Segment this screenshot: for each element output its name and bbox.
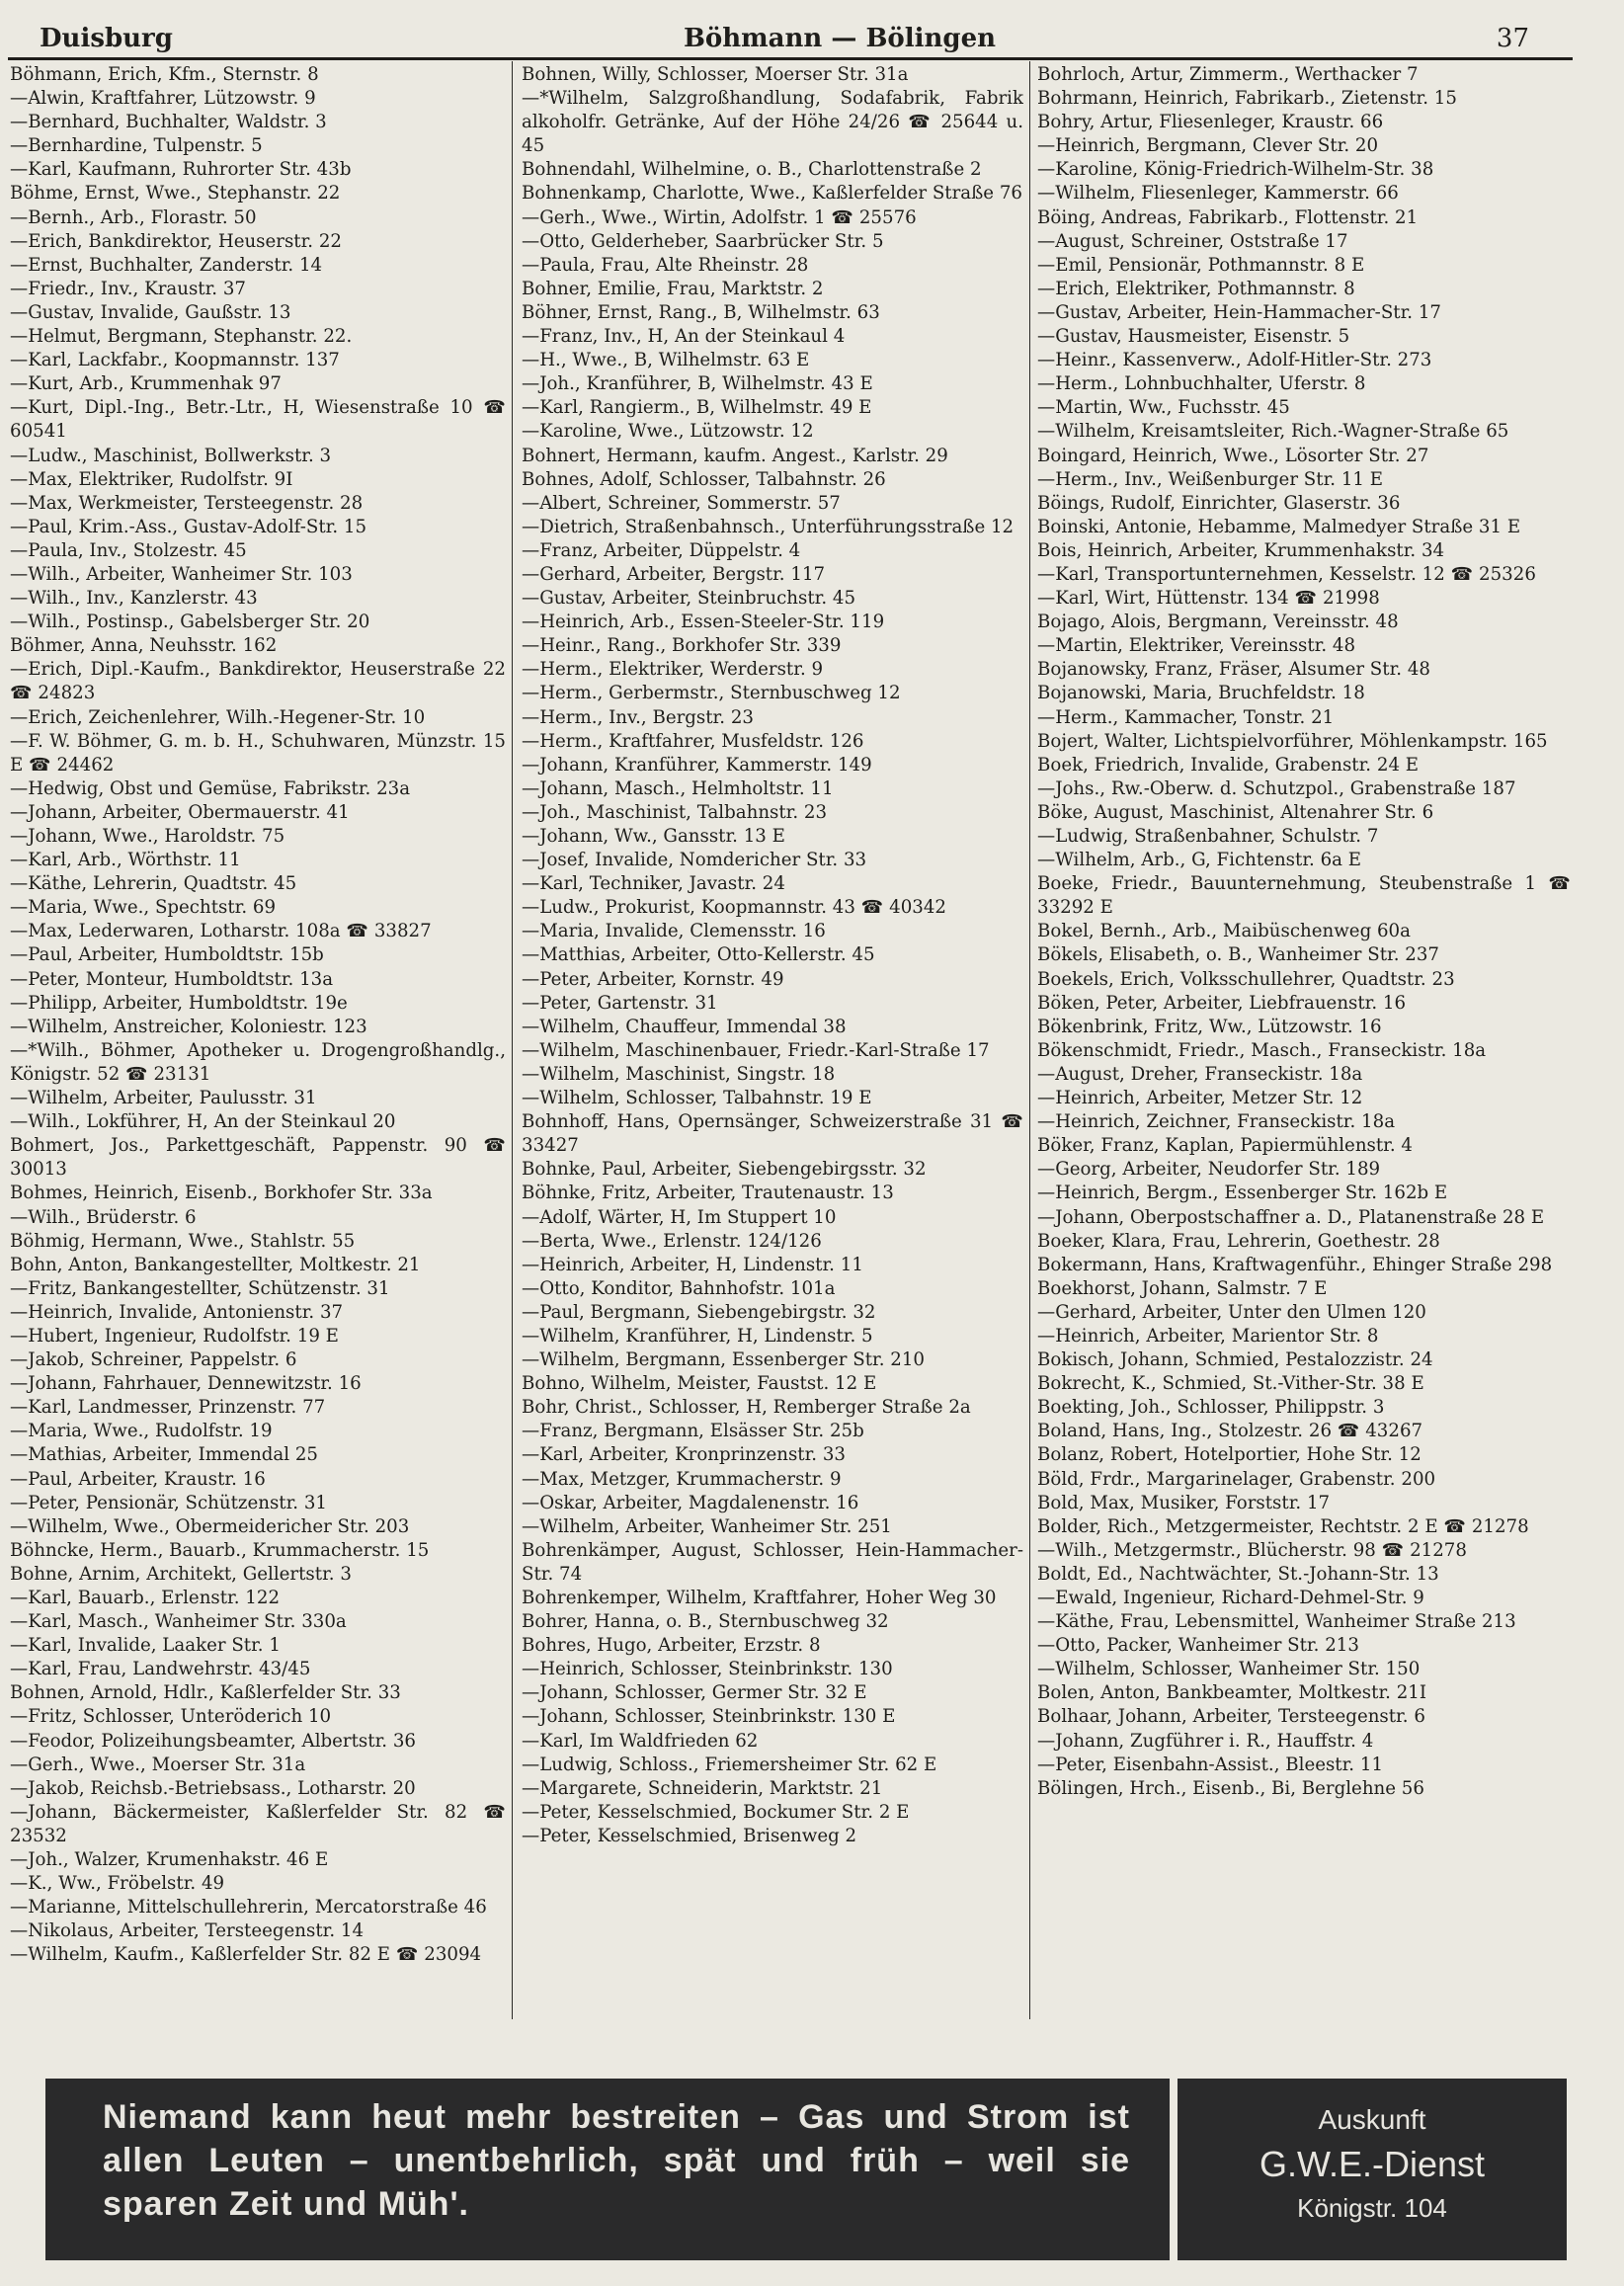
- directory-entry: Boekels, Erich, Volksschullehrer, Quadtstr. 23: [1037, 968, 1455, 990]
- directory-entry: —Gustav, Invalide, Gaußstr. 13: [10, 301, 291, 323]
- directory-entry: —Wilh., Inv., Kanzlerstr. 43: [10, 588, 258, 610]
- directory-entry: —Herm., Kammacher, Tonstr. 21: [1037, 706, 1335, 728]
- directory-entry: —Wilhelm, Fliesenleger, Kammerstr. 66: [1037, 183, 1399, 204]
- directory-entry: —Gustav, Arbeiter, Hein-Hammacher-Str. 17: [1037, 301, 1441, 323]
- directory-entry: —Paul, Krim.-Ass., Gustav-Adolf-Str. 15: [10, 516, 367, 537]
- directory-entry: Boekting, Joh., Schlosser, Philippstr. 3: [1037, 1397, 1385, 1419]
- directory-entry: Bökels, Elisabeth, o. B., Wanheimer Str. 237: [1037, 944, 1439, 966]
- directory-entry: —Johann, Wwe., Haroldstr. 75: [10, 826, 285, 847]
- directory-entry: —*Wilh., Böhmer, Apotheker u. Drogengroßhandlg., Königstr. 52 ☎ 23131: [10, 1039, 506, 1085]
- directory-entry: —Heinrich, Schlosser, Steinbrinkstr. 130: [522, 1659, 893, 1680]
- directory-entry: Böld, Frdr., Margarinelager, Grabenstr. 200: [1037, 1468, 1436, 1490]
- directory-entry: —Nikolaus, Arbeiter, Tersteegenstr. 14: [10, 1920, 365, 1942]
- directory-entry: Boek, Friedrich, Invalide, Grabenstr. 24 E: [1037, 754, 1420, 776]
- directory-entry: —Herm., Kraftfahrer, Musfeldstr. 126: [522, 730, 864, 752]
- directory-entry: —Johann, Schlosser, Steinbrinkstr. 130 E: [522, 1706, 896, 1728]
- directory-entry: Bohrenkämper, August, Schlosser, Hein-Hammacher-Str. 74: [522, 1539, 1023, 1585]
- directory-entry: Boeke, Friedr., Bauunternehmung, Steubenstraße 1 ☎ 33292 E: [1037, 873, 1571, 919]
- directory-entry: —*Wilhelm, Salzgroßhandlung, Sodafabrik, Fabrik alkoholfr. Getränke, Auf der Höhe 24/26 ☎ 25644 u. 45: [522, 88, 1023, 157]
- directory-entry: Bohres, Hugo, Arbeiter, Erzstr. 8: [522, 1635, 821, 1657]
- directory-entry: Bohnen, Arnold, Hdlr., Kaßlerfelder Str. 33: [10, 1682, 401, 1704]
- directory-entry: —H., Wwe., B, Wilhelmstr. 63 E: [522, 350, 810, 371]
- directory-entry: —Karl, Im Waldfrieden 62: [522, 1730, 759, 1752]
- directory-entry: Böing, Andreas, Fabrikarb., Flottenstr. 21: [1037, 206, 1419, 228]
- directory-entry: Boeker, Klara, Frau, Lehrerin, Goethestr. 28: [1037, 1230, 1440, 1252]
- directory-entry: —Bernh., Arb., Florastr. 50: [10, 206, 257, 228]
- directory-entry: —Karoline, Wwe., Lützowstr. 12: [522, 421, 814, 443]
- directory-entry: Bohmes, Heinrich, Eisenb., Borkhofer Str. 33a: [10, 1183, 433, 1204]
- directory-entry: —Käthe, Frau, Lebensmittel, Wanheimer Straße 213: [1037, 1611, 1516, 1633]
- directory-entry: —Kurt, Dipl.-Ing., Betr.-Ltr., H, Wiesenstraße 10 ☎ 60541: [10, 397, 506, 443]
- directory-entry: —Peter, Eisenbahn-Assist., Bleestr. 11: [1037, 1754, 1384, 1775]
- directory-entry: —Johann, Zugführer i. R., Hauffstr. 4: [1037, 1730, 1374, 1752]
- directory-entry: —Wilhelm, Kreisamtsleiter, Rich.-Wagner-Straße 65: [1037, 421, 1509, 443]
- directory-entry: Böhncke, Herm., Bauarb., Krummacherstr. 15: [10, 1539, 430, 1561]
- directory-entry: —Bernhardine, Tulpenstr. 5: [10, 135, 263, 157]
- directory-entry: —Heinrich, Zeichner, Franseckistr. 18a: [1037, 1111, 1396, 1133]
- directory-entry: Bohnert, Hermann, kaufm. Angest., Karlstr. 29: [522, 445, 948, 466]
- directory-entry: —Adolf, Wärter, H, Im Stuppert 10: [522, 1206, 837, 1228]
- directory-entry: Bojanowsky, Franz, Fräser, Alsumer Str. 48: [1037, 659, 1430, 681]
- directory-column-3: [1037, 63, 1571, 2019]
- directory-entry: —Helmut, Bergmann, Stephanstr. 22.: [10, 326, 353, 348]
- advertisement-info-address: Königstr. 104: [1297, 2193, 1447, 2223]
- directory-entry: —Johann, Ww., Gansstr. 13 E: [522, 826, 785, 847]
- directory-entry: —Otto, Gelderheber, Saarbrücker Str. 5: [522, 230, 884, 252]
- directory-entry: —Paula, Inv., Stolzestr. 45: [10, 539, 247, 561]
- directory-entry: —Herm., Inv., Bergstr. 23: [522, 706, 754, 728]
- directory-entry: —Wilhelm, Chauffeur, Immendal 38: [522, 1016, 847, 1037]
- directory-entry: —F. W. Böhmer, G. m. b. H., Schuhwaren, Münzstr. 15 E ☎ 24462: [10, 730, 506, 776]
- column-divider: [1029, 61, 1030, 2019]
- directory-entry: Bojago, Alois, Bergmann, Vereinsstr. 48: [1037, 612, 1399, 633]
- directory-entry: —Heinr., Kassenverw., Adolf-Hitler-Str. 273: [1037, 350, 1432, 371]
- directory-entry: Böken, Peter, Arbeiter, Liebfrauenstr. 16: [1037, 992, 1407, 1014]
- directory-entry: —Karoline, König-Friedrich-Wilhelm-Str. 38: [1037, 159, 1434, 181]
- directory-entry: Böker, Franz, Kaplan, Papiermühlenstr. 4: [1037, 1135, 1413, 1157]
- directory-entry: Bolder, Rich., Metzgermeister, Rechtstr. 2 E ☎ 21278: [1037, 1515, 1529, 1537]
- directory-entry: —Karl, Kaufmann, Ruhrorter Str. 43b: [10, 159, 352, 181]
- directory-entry: —Hedwig, Obst und Gemüse, Fabrikstr. 23a: [10, 777, 411, 799]
- directory-entry: —Joh., Kranführer, B, Wilhelmstr. 43 E: [522, 373, 873, 395]
- directory-entry: —Herm., Lohnbuchhalter, Uferstr. 8: [1037, 373, 1366, 395]
- directory-entry: —Wilhelm, Maschinist, Singstr. 18: [522, 1063, 836, 1085]
- directory-entry: —Erich, Bankdirektor, Heuserstr. 22: [10, 230, 343, 252]
- directory-entry: —Maria, Wwe., Rudolfstr. 19: [10, 1421, 273, 1442]
- directory-entry: —Bernhard, Buchhalter, Waldstr. 3: [10, 112, 327, 133]
- directory-entry: —Margarete, Schneiderin, Marktstr. 21: [522, 1777, 883, 1799]
- directory-entry: —Ewald, Ingenieur, Richard-Dehmel-Str. 9: [1037, 1588, 1424, 1608]
- directory-entry: Bohno, Wilhelm, Meister, Faustst. 12 E: [522, 1373, 877, 1395]
- directory-entry: —Herm., Elektriker, Werderstr. 9: [522, 659, 824, 681]
- directory-entry: Bohnendahl, Wilhelmine, o. B., Charlottenstraße 2: [522, 159, 982, 181]
- directory-entry: Bökenschmidt, Friedr., Masch., Franseckistr. 18a: [1037, 1039, 1487, 1061]
- directory-entry: —Wilhelm, Schlosser, Talbahnstr. 19 E: [522, 1088, 872, 1109]
- directory-entry: —Berta, Wwe., Erlenstr. 124/126: [522, 1230, 822, 1252]
- directory-entry: —Wilhelm, Maschinenbauer, Friedr.-Karl-Straße 17: [522, 1039, 990, 1061]
- directory-entry: —Peter, Kesselschmied, Bockumer Str. 2 E: [522, 1801, 910, 1823]
- directory-entry: —Matthias, Arbeiter, Otto-Kellerstr. 45: [522, 944, 875, 966]
- directory-entry: —Karl, Landmesser, Prinzenstr. 77: [10, 1397, 326, 1419]
- directory-entry: —Heinrich, Arbeiter, H, Lindenstr. 11: [522, 1254, 863, 1275]
- directory-entry: —Wilhelm, Anstreicher, Koloniestr. 123: [10, 1016, 367, 1037]
- directory-entry: —August, Dreher, Franseckistr. 18a: [1037, 1063, 1363, 1085]
- directory-entry: —Kurt, Arb., Krummenhak 97: [10, 373, 282, 395]
- directory-entry: —Hubert, Ingenieur, Rudolfstr. 19 E: [10, 1325, 339, 1347]
- directory-entry: Bökenbrink, Fritz, Ww., Lützowstr. 16: [1037, 1016, 1382, 1037]
- directory-entry: —Ludwig, Straßenbahner, Schulstr. 7: [1037, 826, 1379, 847]
- directory-entry: Boland, Hans, Ing., Stolzestr. 26 ☎ 43267: [1037, 1421, 1423, 1442]
- page-number: 37: [1496, 24, 1529, 53]
- directory-entry: Bolanz, Robert, Hotelportier, Hohe Str. 12: [1037, 1444, 1421, 1466]
- directory-entry: —Fritz, Schlosser, Unteröderich 10: [10, 1706, 332, 1728]
- directory-entry: —Heinrich, Arb., Essen-Steeler-Str. 119: [522, 612, 885, 633]
- directory-entry: —Max, Lederwaren, Lotharstr. 108a ☎ 33827: [10, 921, 432, 942]
- directory-entry: Bohnhoff, Hans, Opernsänger, Schweizerstraße 31 ☎ 33427: [522, 1111, 1023, 1157]
- directory-entry: —Paul, Bergmann, Siebengebirgstr. 32: [522, 1301, 876, 1323]
- directory-entry: —Ernst, Buchhalter, Zanderstr. 14: [10, 254, 323, 276]
- directory-entry: Boingard, Heinrich, Wwe., Lösorter Str. 27: [1037, 445, 1429, 466]
- directory-entry: Böhme, Ernst, Wwe., Stephanstr. 22: [10, 183, 341, 204]
- directory-entry: Böhmann, Erich, Kfm., Sternstr. 8: [10, 64, 319, 85]
- directory-entry: Bohrer, Hanna, o. B., Sternbuschweg 32: [522, 1611, 889, 1633]
- directory-entry: Böhner, Ernst, Rang., B, Wilhelmstr. 63: [522, 301, 880, 323]
- column-divider: [512, 61, 513, 2019]
- directory-entry: —Jakob, Schreiner, Pappelstr. 6: [10, 1349, 297, 1371]
- directory-entry: —Marianne, Mittelschullehrerin, Mercatorstraße 46: [10, 1897, 487, 1919]
- directory-entry: —Herm., Gerbermstr., Sternbuschweg 12: [522, 683, 901, 704]
- directory-entry: —Albert, Schreiner, Sommerstr. 57: [522, 492, 841, 514]
- directory-entry: —Johann, Bäckermeister, Kaßlerfelder Str. 82 ☎ 23532: [10, 1801, 506, 1846]
- directory-entry: —Ludw., Prokurist, Koopmannstr. 43 ☎ 40342: [522, 897, 946, 919]
- directory-entry: Boinski, Antonie, Hebamme, Malmedyer Straße 31 E: [1037, 516, 1521, 537]
- directory-entry: —Heinrich, Arbeiter, Marientor Str. 8: [1037, 1325, 1379, 1347]
- directory-entry: —Wilhelm, Arb., G, Fichtenstr. 6a E: [1037, 850, 1362, 871]
- advertisement-info-title: Auskunft: [1318, 2104, 1426, 2135]
- advertisement-slogan-line: Niemand kann heut mehr bestreiten – Gas und Strom ist: [103, 2098, 1130, 2136]
- directory-entry: —Johann, Oberpostschaffner a. D., Platanenstraße 28 E: [1037, 1206, 1545, 1228]
- directory-entry: Bokermann, Hans, Kraftwagenführ., Ehinger Straße 298: [1037, 1254, 1553, 1275]
- directory-entry: —Heinr., Rang., Borkhofer Str. 339: [522, 635, 842, 657]
- directory-entry: —Gerhard, Arbeiter, Unter den Ulmen 120: [1037, 1301, 1426, 1323]
- directory-entry: Bohr, Christ., Schlosser, H, Remberger Straße 2a: [522, 1397, 971, 1419]
- directory-entry: Böhnke, Fritz, Arbeiter, Trautenaustr. 13: [522, 1183, 894, 1204]
- directory-entry: —Karl, Transportunternehmen, Kesselstr. 12 ☎ 25326: [1037, 563, 1536, 585]
- directory-entry: —Friedr., Inv., Kraustr. 37: [10, 278, 246, 299]
- directory-column-2: [522, 63, 1023, 2019]
- directory-entry: Böings, Rudolf, Einrichter, Glaserstr. 36: [1037, 492, 1401, 514]
- directory-entry: —Peter, Kesselschmied, Brisenweg 2: [522, 1825, 857, 1846]
- directory-entry: —Johs., Rw.-Oberw. d. Schutzpol., Grabenstraße 187: [1037, 777, 1516, 799]
- directory-entry: —Joh., Maschinist, Talbahnstr. 23: [522, 801, 828, 823]
- directory-entry: Bolen, Anton, Bankbeamter, Moltkestr. 21I: [1037, 1682, 1427, 1704]
- directory-entry: —Oskar, Arbeiter, Magdalenenstr. 16: [522, 1492, 859, 1513]
- directory-entry: —Max, Werkmeister, Tersteegenstr. 28: [10, 492, 364, 514]
- directory-entry: Bohmert, Jos., Parkettgeschäft, Pappenstr. 90 ☎ 30013: [10, 1135, 506, 1181]
- directory-entry: Bohry, Artur, Fliesenleger, Kraustr. 66: [1037, 112, 1384, 133]
- directory-entry: —Karl, Arb., Wörthstr. 11: [10, 850, 241, 871]
- directory-entry: —Peter, Gartenstr. 31: [522, 992, 718, 1014]
- directory-entry: —Philipp, Arbeiter, Humboldtstr. 19e: [10, 992, 348, 1014]
- directory-entry: —Georg, Arbeiter, Neudorfer Str. 189: [1037, 1159, 1381, 1181]
- directory-entry: —Fritz, Bankangestellter, Schützenstr. 31: [10, 1277, 390, 1299]
- directory-entry: —Maria, Wwe., Spechtstr. 69: [10, 897, 277, 919]
- directory-entry: Bokrecht, K., Schmied, St.-Vither-Str. 38 E: [1037, 1373, 1424, 1395]
- directory-entry: Bohn, Anton, Bankangestellter, Moltkestr. 21: [10, 1254, 421, 1275]
- directory-entry: —Heinrich, Invalide, Antonienstr. 37: [10, 1301, 344, 1323]
- directory-entry: —Karl, Invalide, Laaker Str. 1: [10, 1635, 281, 1657]
- page-header-range: Böhmann — Bölingen: [683, 24, 997, 53]
- directory-entry: —August, Schreiner, Oststraße 17: [1037, 230, 1348, 252]
- directory-entry: —Alwin, Kraftfahrer, Lützowstr. 9: [10, 88, 316, 110]
- directory-entry: —Erich, Zeichenlehrer, Wilh.-Hegener-Str. 10: [10, 706, 426, 728]
- directory-entry: Bohnen, Willy, Schlosser, Moerser Str. 31a: [522, 64, 909, 85]
- directory-entry: —K., Ww., Fröbelstr. 49: [10, 1873, 225, 1895]
- directory-entry: —Gustav, Arbeiter, Steinbruchstr. 45: [522, 588, 856, 610]
- directory-entry: Bölingen, Hrch., Eisenb., Bi, Berglehne 56: [1037, 1777, 1424, 1799]
- directory-entry: —Wilh., Brüderstr. 6: [10, 1206, 197, 1228]
- directory-entry: —Martin, Elektriker, Vereinsstr. 48: [1037, 635, 1356, 657]
- directory-entry: —Erich, Elektriker, Pothmannstr. 8: [1037, 278, 1355, 299]
- directory-entry: —Johann, Arbeiter, Obermauerstr. 41: [10, 801, 350, 823]
- directory-entry: —Heinrich, Bergm., Essenberger Str. 162b E: [1037, 1183, 1448, 1204]
- advertisement-info-name: G.W.E.-Dienst: [1259, 2144, 1486, 2184]
- directory-entry: —Karl, Wirt, Hüttenstr. 134 ☎ 21998: [1037, 588, 1380, 610]
- directory-entry: Bolhaar, Johann, Arbeiter, Tersteegenstr. 6: [1037, 1706, 1425, 1728]
- directory-entry: Bohrmann, Heinrich, Fabrikarb., Zietenstr. 15: [1037, 88, 1457, 110]
- directory-entry: Böke, August, Maschinist, Altenahrer Str. 6: [1037, 801, 1434, 823]
- directory-entry: —Karl, Rangierm., B, Wilhelmstr. 49 E: [522, 397, 872, 419]
- directory-entry: —Paul, Arbeiter, Kraustr. 16: [10, 1468, 266, 1490]
- directory-entry: —Franz, Arbeiter, Düppelstr. 4: [522, 539, 801, 561]
- directory-entry: —Wilhelm, Wwe., Obermeidericher Str. 203: [10, 1515, 410, 1537]
- directory-entry: —Wilh., Lokführer, H, An der Steinkaul 20: [10, 1111, 396, 1133]
- directory-entry: —Johann, Schlosser, Germer Str. 32 E: [522, 1682, 867, 1704]
- directory-entry: Bohnes, Adolf, Schlosser, Talbahnstr. 26: [522, 468, 886, 490]
- directory-entry: —Karl, Techniker, Javastr. 24: [522, 873, 785, 895]
- directory-entry: —Gerh., Wwe., Wirtin, Adolfstr. 1 ☎ 25576: [522, 206, 917, 228]
- directory-entry: Bohrloch, Artur, Zimmerm., Werthacker 7: [1037, 64, 1419, 85]
- directory-entry: —Johann, Masch., Helmholtstr. 11: [522, 777, 834, 799]
- directory-entry: —Franz, Bergmann, Elsässer Str. 25b: [522, 1421, 864, 1442]
- directory-entry: —Gerhard, Arbeiter, Bergstr. 117: [522, 563, 826, 585]
- directory-entry: Bohner, Emilie, Frau, Marktstr. 2: [522, 278, 824, 299]
- directory-entry: —Karl, Frau, Landwehrstr. 43/45: [10, 1659, 311, 1680]
- directory-entry: —Karl, Arbeiter, Kronprinzenstr. 33: [522, 1444, 846, 1466]
- directory-entry: —Wilh., Postinsp., Gabelsberger Str. 20: [10, 612, 370, 633]
- directory-entry: —Heinrich, Arbeiter, Metzer Str. 12: [1037, 1088, 1363, 1109]
- directory-entry: —Franz, Inv., H, An der Steinkaul 4: [522, 326, 846, 348]
- directory-entry: —Johann, Fahrhauer, Dennewitzstr. 16: [10, 1373, 362, 1395]
- directory-entry: Bohnenkamp, Charlotte, Wwe., Kaßlerfelder Straße 76: [522, 183, 1022, 204]
- advertisement-slogan-panel: [45, 2079, 1170, 2260]
- directory-entry: —Peter, Arbeiter, Kornstr. 49: [522, 968, 784, 990]
- directory-entry: —Wilh., Arbeiter, Wanheimer Str. 103: [10, 563, 353, 585]
- directory-entry: Bois, Heinrich, Arbeiter, Krummenhakstr. 34: [1037, 539, 1445, 561]
- directory-entry: —Emil, Pensionär, Pothmannstr. 8 E: [1037, 254, 1365, 276]
- directory-entry: —Paul, Arbeiter, Humboldtstr. 15b: [10, 944, 324, 966]
- advertisement-slogan-line: allen Leuten – unentbehrlich, spät und früh – weil sie: [103, 2142, 1130, 2179]
- directory-entry: —Wilh., Metzgermstr., Blücherstr. 98 ☎ 21278: [1037, 1539, 1467, 1561]
- directory-entry: —Gustav, Hausmeister, Eisenstr. 5: [1037, 326, 1350, 348]
- directory-entry: —Ludw., Maschinist, Bollwerkstr. 3: [10, 445, 332, 466]
- directory-entry: —Jakob, Reichsb.-Betriebsass., Lotharstr. 20: [10, 1777, 416, 1799]
- directory-entry: —Paula, Frau, Alte Rheinstr. 28: [522, 254, 809, 276]
- directory-entry: —Ludwig, Schloss., Friemersheimer Str. 62 E: [522, 1754, 937, 1775]
- directory-entry: —Otto, Packer, Wanheimer Str. 213: [1037, 1635, 1359, 1657]
- directory-entry: —Wilhelm, Kaufm., Kaßlerfelder Str. 82 E ☎ 23094: [10, 1944, 482, 1966]
- directory-entry: —Dietrich, Straßenbahnsch., Unterführungsstraße 12: [522, 516, 1015, 537]
- directory-entry: —Max, Elektriker, Rudolfstr. 9I: [10, 468, 293, 490]
- directory-entry: —Mathias, Arbeiter, Immendal 25: [10, 1444, 318, 1466]
- directory-entry: —Karl, Lackfabr., Koopmannstr. 137: [10, 350, 340, 371]
- directory-entry: —Peter, Monteur, Humboldtstr. 13a: [10, 968, 334, 990]
- directory-entry: —Joh., Walzer, Krumenhakstr. 46 E: [10, 1849, 329, 1871]
- directory-entry: Bojanowski, Maria, Bruchfeldstr. 18: [1037, 683, 1365, 704]
- directory-entry: —Erich, Dipl.-Kaufm., Bankdirektor, Heuserstraße 22 ☎ 24823: [10, 659, 506, 704]
- directory-entry: —Gerh., Wwe., Moerser Str. 31a: [10, 1754, 306, 1775]
- directory-entry: Bold, Max, Musiker, Forststr. 17: [1037, 1492, 1331, 1513]
- directory-entry: Boldt, Ed., Nachtwächter, St.-Johann-Str. 13: [1037, 1563, 1439, 1585]
- directory-entry: —Otto, Konditor, Bahnhofstr. 101a: [522, 1277, 836, 1299]
- directory-entry: —Käthe, Lehrerin, Quadtstr. 45: [10, 873, 297, 895]
- directory-entry: —Wilhelm, Schlosser, Wanheimer Str. 150: [1037, 1659, 1421, 1680]
- directory-entry: —Peter, Pensionär, Schützenstr. 31: [10, 1492, 327, 1513]
- directory-entry: —Wilhelm, Arbeiter, Wanheimer Str. 251: [522, 1515, 892, 1537]
- directory-entry: —Heinrich, Bergmann, Clever Str. 20: [1037, 135, 1379, 157]
- directory-entry: —Karl, Masch., Wanheimer Str. 330a: [10, 1611, 347, 1633]
- advertisement-info-panel: [1177, 2079, 1567, 2260]
- directory-entry: —Maria, Invalide, Clemensstr. 16: [522, 921, 826, 942]
- directory-entry: —Wilhelm, Kranführer, H, Lindenstr. 5: [522, 1325, 873, 1347]
- header-rule: [8, 57, 1573, 60]
- directory-entry: —Wilhelm, Arbeiter, Paulusstr. 31: [10, 1088, 317, 1109]
- directory-entry: Bojert, Walter, Lichtspielvorführer, Möhlenkampstr. 165: [1037, 730, 1548, 752]
- directory-entry: Bohrenkemper, Wilhelm, Kraftfahrer, Hoher Weg 30: [522, 1588, 997, 1608]
- directory-entry: Böhmig, Hermann, Wwe., Stahlstr. 55: [10, 1230, 356, 1252]
- directory-entry: Bokisch, Johann, Schmied, Pestalozzistr. 24: [1037, 1349, 1433, 1371]
- directory-entry: —Karl, Bauarb., Erlenstr. 122: [10, 1588, 281, 1608]
- directory-entry: —Wilhelm, Bergmann, Essenberger Str. 210: [522, 1349, 925, 1371]
- directory-entry: —Josef, Invalide, Nomdericher Str. 33: [522, 850, 867, 871]
- directory-entry: Boekhorst, Johann, Salmstr. 7 E: [1037, 1277, 1328, 1299]
- directory-column-1: [10, 63, 506, 2019]
- directory-entry: Bokel, Bernh., Arb., Maibüschenweg 60a: [1037, 921, 1411, 942]
- advertisement-slogan-line: sparen Zeit und Müh'.: [103, 2185, 469, 2223]
- directory-entry: Bohnke, Paul, Arbeiter, Siebengebirgsstr. 32: [522, 1159, 927, 1181]
- directory-entry: —Feodor, Polizeihungsbeamter, Albertstr. 36: [10, 1730, 416, 1752]
- directory-entry: —Johann, Kranführer, Kammerstr. 149: [522, 754, 872, 776]
- directory-entry: Bohne, Arnim, Architekt, Gellertstr. 3: [10, 1563, 352, 1585]
- page-header-city: Duisburg: [40, 24, 173, 53]
- directory-entry: —Herm., Inv., Weißenburger Str. 11 E: [1037, 468, 1384, 490]
- directory-entry: Böhmer, Anna, Neuhsstr. 162: [10, 635, 278, 657]
- directory-entry: —Martin, Ww., Fuchsstr. 45: [1037, 397, 1290, 419]
- directory-entry: —Max, Metzger, Krummacherstr. 9: [522, 1468, 842, 1490]
